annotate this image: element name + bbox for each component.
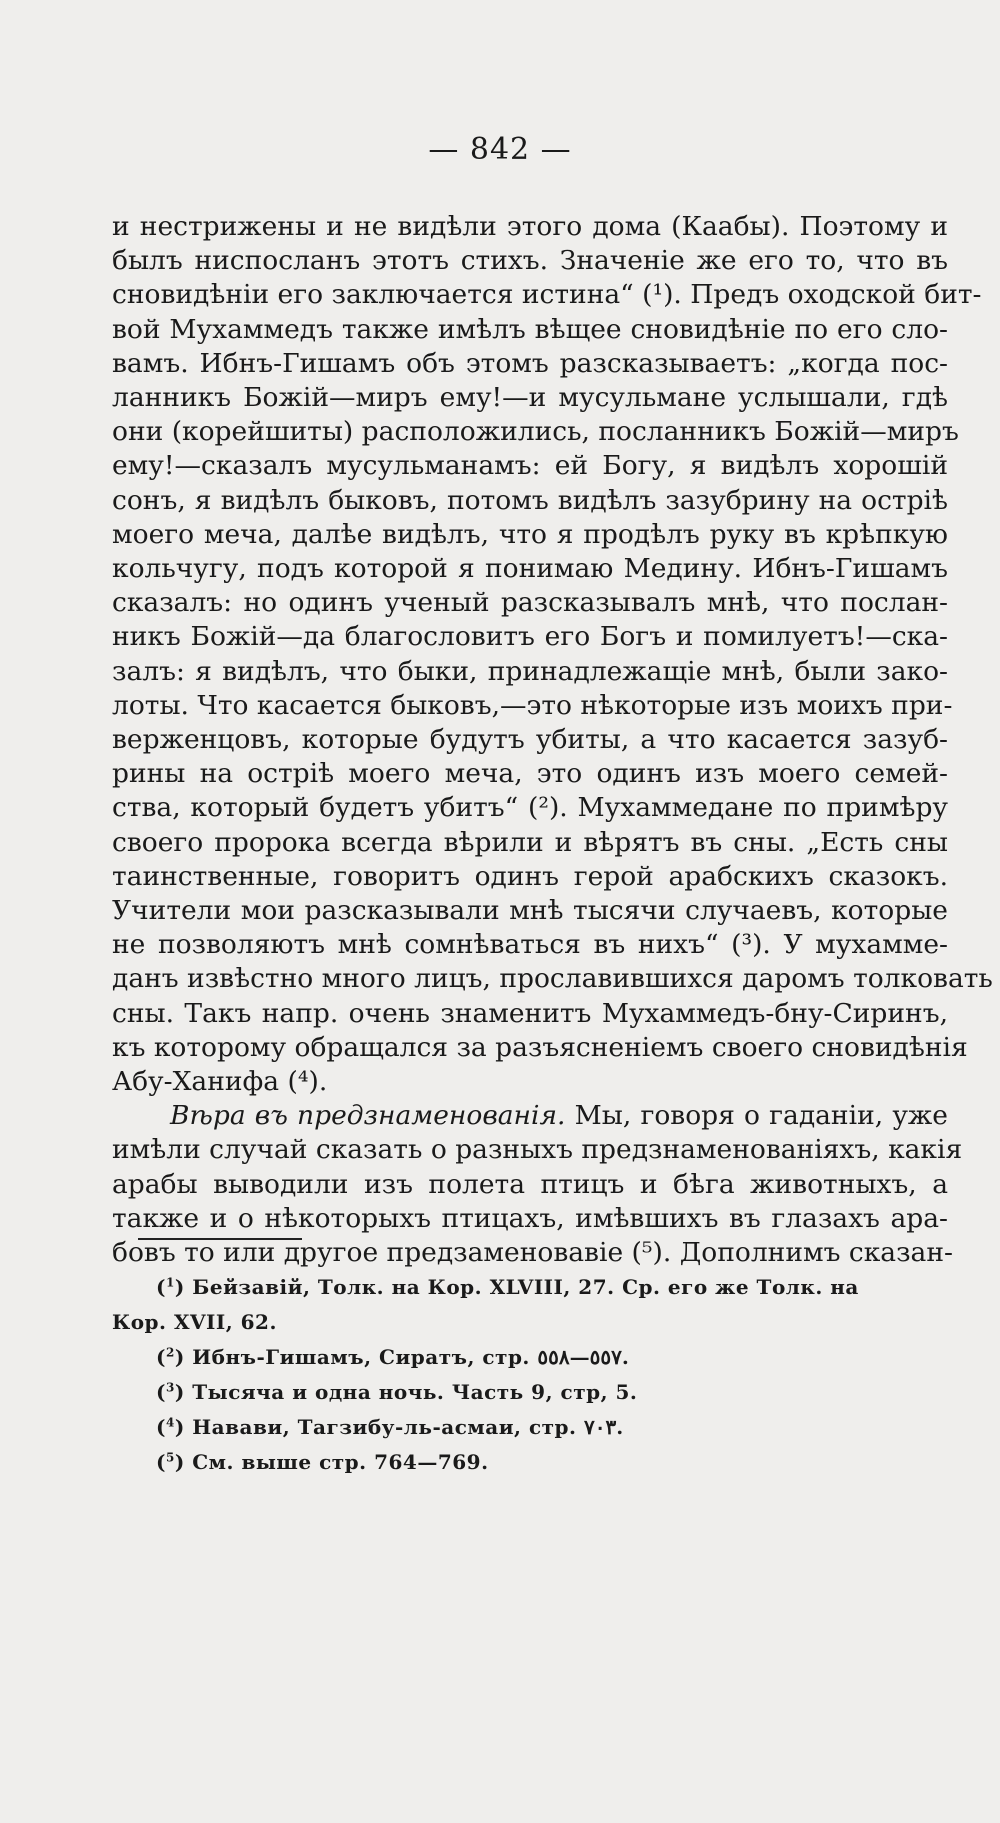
text-line: сонъ, я видѣлъ быковъ, потомъ видѣлъ зазубрину на острiѣ <box>112 484 948 516</box>
text-line: и нестрижены и не видѣли этого дома (Каабы). Поэтому и <box>112 211 948 242</box>
footnote-2: ($^2$) Ибнъ-Гишамъ, Сиратъ, стр. ٥٥٧—٥٥٨. <box>156 1345 629 1369</box>
footnote-5: ($^5$) См. выше стр. 764—769. <box>156 1450 489 1474</box>
text-line: ему!—сказалъ мусульманамъ: ей Богу, я видѣлъ хорошiй <box>112 450 948 482</box>
paragraph-start-line <box>112 1099 948 1133</box>
text-line: они (корейшиты) расположились, посланникъ Божiй—миръ <box>112 416 959 448</box>
footnotes <box>112 1270 942 1480</box>
text-line: также и о нѣкоторыхъ птицахъ, имѣвшихъ въ глазахъ ара- <box>112 1202 948 1234</box>
text-line: верженцовъ, которые будутъ убиты, а что касается зазуб- <box>112 724 948 756</box>
text-line: вой Мухаммедъ также имѣлъ вѣщее сновидѣнiе по его сло- <box>112 313 948 345</box>
text-line: таинственные, говоритъ одинъ герой арабскихъ сказокъ. <box>112 860 948 892</box>
text-line: залъ: я видѣлъ, что быки, принадлежащiе мнѣ, были зако- <box>112 655 948 687</box>
text-line: никъ Божiй—да благословитъ его Богъ и помилуетъ!—ска- <box>112 621 948 653</box>
footnote-1: ($^1$) Бейзавiй, Толк. на Кор. XLVIII, 27. Ср. его же Толк. на <box>156 1275 859 1299</box>
text-line: не позволяютъ мнѣ сомнѣваться въ нихъ“ (³). У мухамме- <box>112 929 948 961</box>
text-line: сны. Такъ напр. очень знаменитъ Мухаммедъ-бну-Сиринъ, <box>112 997 948 1029</box>
footnote-divider <box>138 1238 302 1240</box>
text-line: сказалъ: но одинъ ученый разсказывалъ мнѣ, что послан- <box>112 587 948 619</box>
text-fragment: Мы, говоря о гаданiи, уже <box>565 1100 948 1132</box>
text-line: данъ извѣстно много лицъ, прославившихся даромъ толковать <box>112 963 993 995</box>
text-line: Абу-Ханифа (⁴). <box>112 1066 328 1098</box>
text-line: имѣли случай сказать о разныхъ предзнаменованiяхъ, какiя <box>112 1134 963 1166</box>
text-line: былъ ниспосланъ этотъ стихъ. Значенiе же его то, что въ <box>112 245 948 277</box>
footnote-1-continuation: Кор. XVII, 62. <box>112 1310 277 1334</box>
section-heading: Вѣра въ предзнаменованiя. <box>170 1100 566 1132</box>
footnote-4: ($^4$) Навави, Тагзибу-ль-асмаи, стр. ٧٠٣. <box>156 1415 624 1439</box>
text-line: лоты. Что касается быковъ,—это нѣкоторые изъ моихъ при- <box>112 689 953 721</box>
main-text <box>112 210 993 1270</box>
text-line: къ которому обращался за разъясненiемъ своего сновидѣнiя <box>112 1031 968 1063</box>
text-line: своего пророка всегда вѣрили и вѣрятъ въ сны. „Есть сны <box>112 826 948 858</box>
text-line: кольчугу, подъ которой я понимаю Медину. Ибнъ-Гишамъ <box>112 553 948 585</box>
text-line: моего меча, далѣе видѣлъ, что я продѣлъ руку въ крѣпкую <box>112 518 948 550</box>
text-line: ланникъ Божiй—миръ ему!—и мусульмане услышали, гдѣ <box>112 382 948 414</box>
text-line: бовъ то или другое предзаменовавiе (⁵). Дополнимъ сказан- <box>112 1237 953 1269</box>
text-line: арабы выводили изъ полета птицъ и бѣга животныхъ, а <box>112 1168 948 1200</box>
text-line: ства, который будетъ убитъ“ (²). Мухаммедане по примѣру <box>112 792 948 824</box>
text-line: Учители мои разсказывали мнѣ тысячи случаевъ, которые <box>112 895 948 927</box>
footnote-3: ($^3$) Тысяча и одна ночь. Часть 9, стр, 5. <box>156 1380 638 1404</box>
text-line: вамъ. Ибнъ-Гишамъ объ этомъ разсказываетъ: „когда пос- <box>112 347 948 379</box>
text-line: сновидѣнiи его заключается истина“ (¹). Предъ оходской бит- <box>112 279 982 311</box>
page-number: — 842 — <box>428 132 572 167</box>
text-line: рины на острiѣ моего меча, это одинъ изъ моего семей- <box>112 758 948 790</box>
